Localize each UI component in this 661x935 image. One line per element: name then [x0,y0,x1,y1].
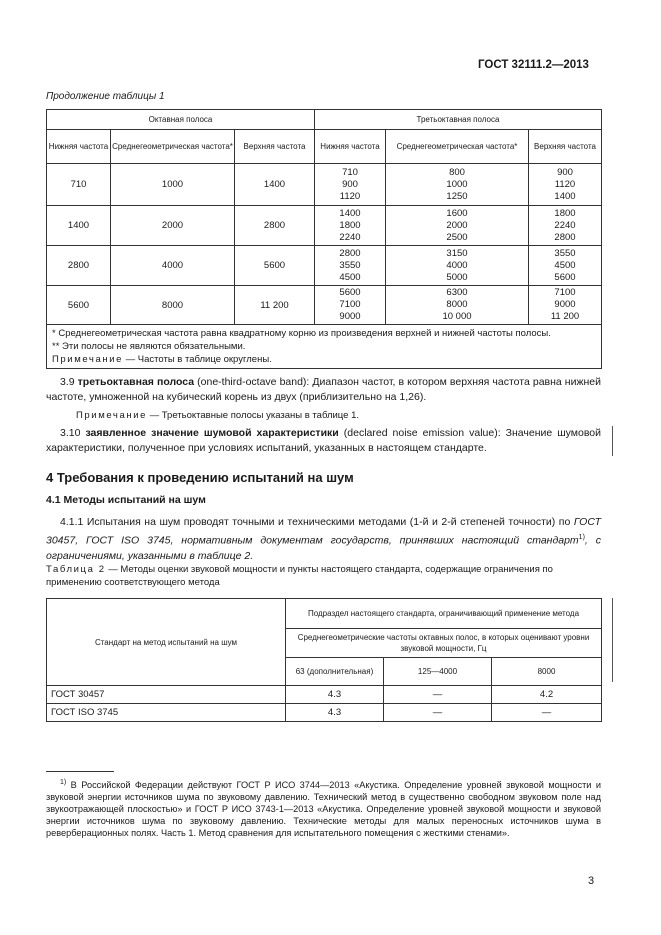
col-standard: Стандарт на метод испытаний на шум [47,599,286,686]
col-freq-125-4000: 125—4000 [384,658,492,686]
table-row [47,246,602,286]
col-third-upper-frequency: Верхняя частота [529,130,602,164]
octave-mean-cell: 4000 [111,246,235,286]
table-row [47,206,602,246]
table-row [47,286,602,325]
section-4-heading: 4 Требования к проведению испытаний на шум [46,470,354,485]
value-cell: — [384,704,492,722]
page-number: 3 [588,875,595,887]
col-mean-frequency: Среднегеометрическая частота* [111,130,235,164]
table-2-caption: Таблица 2 — Методы оценки звуковой мощности и пункты настоящего стандарта, содержащие ограничения по применению соответствующего метода [46,564,553,588]
third-mean-cell: 6300 8000 10 000 [386,286,529,325]
col-third-mean-frequency: Среднегеометрическая частота* [386,130,529,164]
third-mean-cell: 800 1000 1250 [386,164,529,206]
third-upper-cell: 7100 9000 11 200 [529,286,602,325]
note-3-9: Примечание — Третьоктавные полосы указаны в таблице 1. [76,410,359,421]
footnote-divider [46,771,114,772]
value-cell: 4.3 [286,704,384,722]
octave-mean-cell: 2000 [111,206,235,246]
frequency-bands-table [46,109,602,369]
standard-number: ГОСТ 32111.2—2013 [478,59,589,71]
table-row [47,164,602,206]
octave-mean-cell: 8000 [111,286,235,325]
section-4-1-heading: 4.1 Методы испытаний на шум [46,494,206,506]
third-lower-cell: 710 900 1120 [315,164,386,206]
third-upper-cell: 1800 2240 2800 [529,206,602,246]
definition-3-9: 3.9 третьоктавная полоса (one-third-octave band): Диапазон частот, в котором верхняя частота равна нижней частоте, умноженной на кубический корень из двух (приблизительно на 1,26). [46,376,602,403]
octave-upper-cell: 5600 [235,246,315,286]
paragraph-4-1-1: 4.1.1 Испытания на шум проводят точными и техническими методами (1-й и 2-й степеней точности) по ГОСТ 30457, ГОСТ ISO 3745, нормативным документам государств, принявших настоящий стандарт$^{1)}$, с ограничениями, указанными в таблице 2. [46,516,601,562]
third-mean-cell: 3150 4000 5000 [386,246,529,286]
col-third-lower-frequency: Нижняя частота [315,130,386,164]
table-notes [47,325,602,369]
third-upper-cell: 3550 4500 5600 [529,246,602,286]
col-freq-8000: 8000 [492,658,602,686]
change-bar [612,426,613,456]
value-cell: 4.2 [492,686,602,704]
octave-lower-cell: 1400 [47,206,111,246]
octave-upper-cell: 1400 [235,164,315,206]
value-cell: 4.3 [286,686,384,704]
change-bar [612,598,613,682]
octave-upper-cell: 2800 [235,206,315,246]
octave-mean-cell: 1000 [111,164,235,206]
col-frequencies: Среднегеометрические частоты октавных полос, в которых оценивают уровни звуковой мощности, Гц [286,629,602,658]
octave-lower-cell: 710 [47,164,111,206]
table-note: Примечание — Частоты в таблице округлены. [52,354,272,365]
table-row [47,686,602,704]
third-octave-band-header: Третьоктавная полоса [315,110,602,130]
col-freq-63: 63 (дополнительная) [286,658,384,686]
methods-table [46,598,602,722]
third-mean-cell: 1600 2000 2500 [386,206,529,246]
third-upper-cell: 900 1120 1400 [529,164,602,206]
octave-lower-cell: 5600 [47,286,111,325]
third-lower-cell: 5600 7100 9000 [315,286,386,325]
footnote: $^{1)}$ В Российской Федерации действуют ГОСТ Р ИСО 3744—2013 «Акустика. Определение уровней звуковой мощности и звуковой энергии источников шума по звуковому давлению. Технический метод в существенно свободном звуковом поле над звукоотражающей плоскостью» и ГОСТ Р ИСО 3743-1—2013 «Акустика. Определение уровней звуковой мощности и звуковой энергии источников шума по звуковому давлению. Технические методы для малых переносных источников шума в реверберационных полях. Часть 1. Метод сравнения для испытательного помещения с жесткими стенами». [46,779,601,839]
definition-3-10: 3.10 заявленное значение шумовой характеристики (declared noise emission value): Значение шумовой характеристики, полученное при условиях испытаний, указанных в настоящем стандарте. [46,427,601,454]
value-cell: — [384,686,492,704]
footnote-double-star: ** Эти полосы не являются обязательными. [52,341,246,352]
table-continuation-caption: Продолжение таблицы 1 [46,91,165,102]
table-row [47,704,602,722]
standard-cell: ГОСТ ISO 3745 [47,704,286,722]
octave-lower-cell: 2800 [47,246,111,286]
col-subsection: Подраздел настоящего стандарта, ограничивающий применение метода [286,599,602,629]
col-upper-frequency: Верхняя частота [235,130,315,164]
third-lower-cell: 1400 1800 2240 [315,206,386,246]
octave-band-header: Октавная полоса [47,110,315,130]
standard-cell: ГОСТ 30457 [47,686,286,704]
octave-upper-cell: 11 200 [235,286,315,325]
value-cell: — [492,704,602,722]
third-lower-cell: 2800 3550 4500 [315,246,386,286]
footnote-star: * Среднегеометрическая частота равна квадратному корню из произведения верхней и нижней частоты полосы. [52,328,551,339]
col-lower-frequency: Нижняя частота [47,130,111,164]
